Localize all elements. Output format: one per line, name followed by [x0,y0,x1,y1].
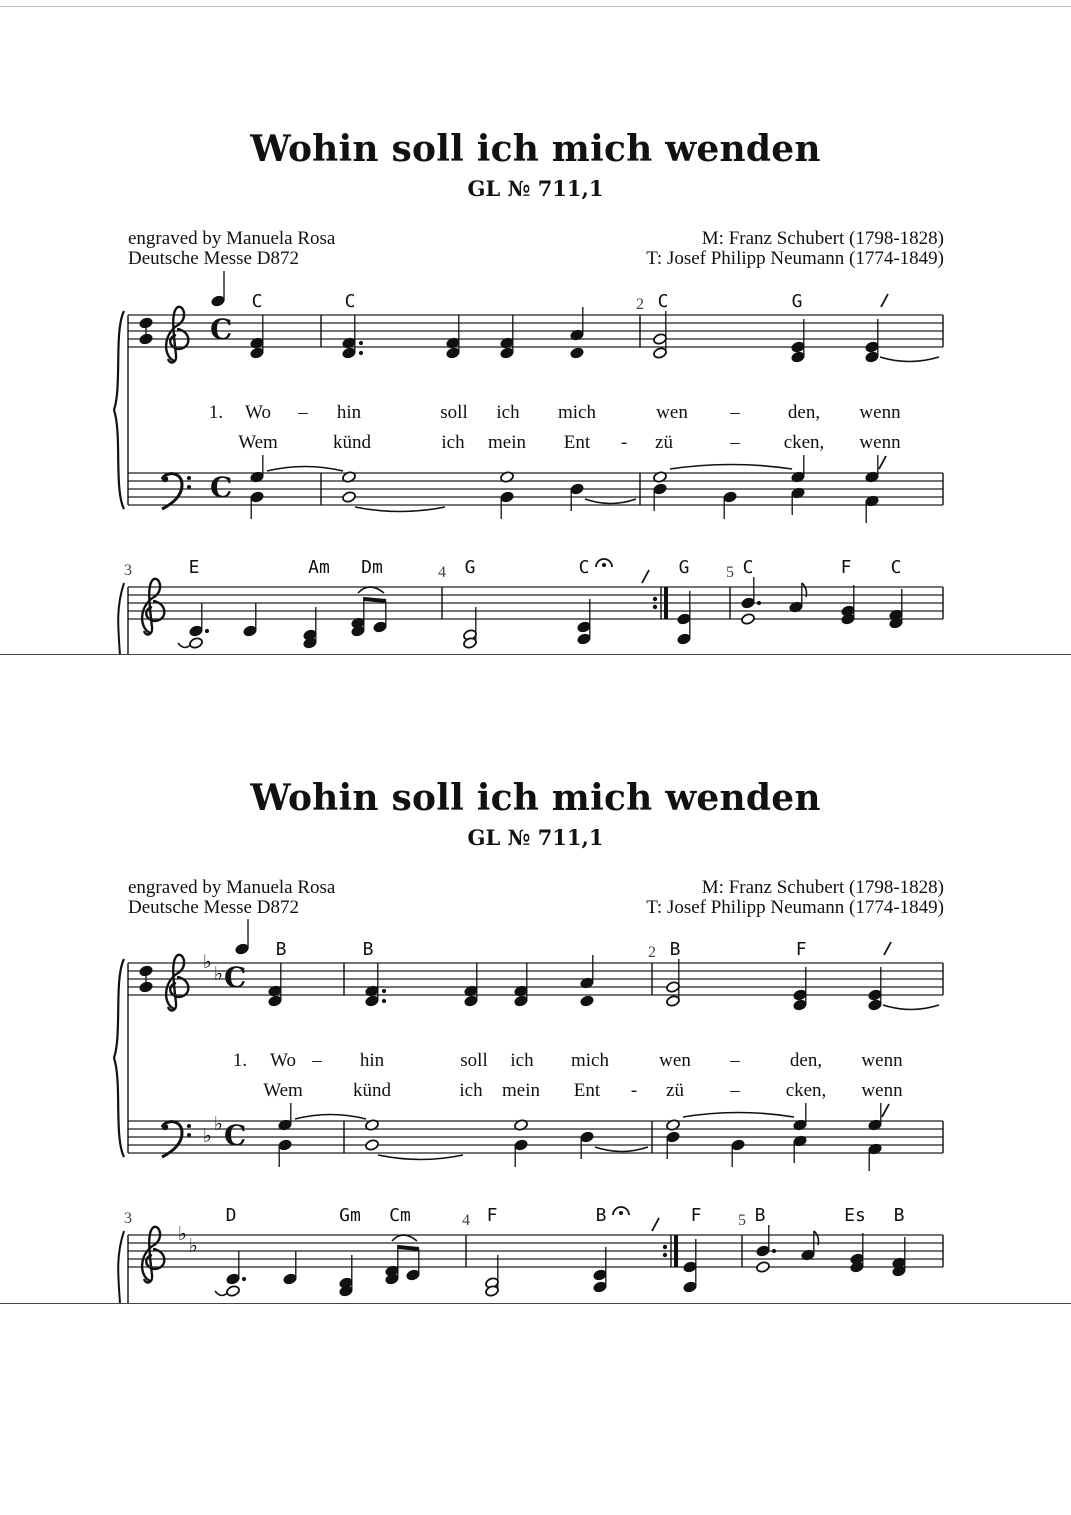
notehead [593,1269,608,1282]
notehead [756,1245,771,1258]
augmentation-dot [359,341,363,345]
lyric-syllable: wen [659,1050,691,1071]
fermata-icon [619,1211,623,1215]
lyric-syllable: - [620,432,628,453]
notehead [514,1139,529,1152]
bass-clef-icon [187,1133,191,1137]
repeat-dot [663,1245,667,1249]
notehead [189,637,204,650]
chord-symbol: F [690,1205,702,1226]
lyric-syllable: künd [333,432,371,453]
lyric-syllable: – [312,1050,322,1071]
chord-symbol: C [251,291,263,312]
chord-symbol: B [595,1205,607,1226]
lyric-syllable: den, [789,1050,823,1071]
lyric-syllable: soll [440,402,468,423]
flat-icon: ♭ [178,1223,187,1245]
notehead [226,1273,241,1286]
chord-symbol: F [795,939,807,960]
notehead [570,483,585,496]
augmentation-dot [757,601,761,605]
notehead [577,633,592,646]
notehead [756,1261,771,1274]
bass-staff [128,473,943,505]
bass-clef-icon [162,1124,168,1130]
notehead [342,347,357,360]
lyricist-credit: T: Josef Philipp Neumann (1774-1849) [646,897,944,918]
breath-mark-icon [652,1218,659,1231]
tie [883,1005,939,1010]
chord-symbol: Gm [339,1205,361,1226]
notehead [365,1139,380,1152]
composer-credit: M: Franz Schubert (1798-1828) [701,228,944,249]
chord-symbol: Es [844,1205,866,1226]
work-reference: Deutsche Messe D872 [128,248,299,269]
work-reference: Deutsche Messe D872 [128,897,299,918]
common-time-icon: C [210,313,233,346]
chord-symbol: G [791,291,803,312]
top-border-line [0,6,1071,7]
augmentation-dot [205,629,209,633]
notehead [268,995,283,1008]
bar-number: 4 [462,1212,470,1229]
bar-number: 2 [636,296,644,313]
tie [595,1147,648,1152]
bar-number: 5 [726,564,734,581]
lyric-syllable: den, [787,402,821,423]
lyric-syllable: Ent [563,432,591,453]
repeat-dot [653,605,657,609]
notehead [793,999,808,1012]
tie [585,499,636,504]
notehead [868,999,883,1012]
flat-icon: ♭ [203,951,212,973]
header-left-block [128,878,335,918]
notehead [791,351,806,364]
notehead [189,625,204,638]
chord-symbol: G [464,557,476,578]
lyric-syllable: ich [496,402,520,423]
lyric-syllable: zü [655,432,673,453]
treble-staff [128,1235,943,1267]
notehead [793,989,808,1002]
augmentation-dot [242,1277,246,1281]
chord-symbol: Cm [389,1205,411,1226]
chord-symbol: C [742,557,754,578]
augmentation-dot [359,351,363,355]
header-right-block [646,229,944,269]
flat-icon: ♭ [189,1235,198,1257]
tie [267,467,343,472]
chord-symbol: C [344,291,356,312]
lyric-syllable: Wo [245,402,271,423]
header-left-block [128,229,335,269]
lyric-syllable: ich [441,432,465,453]
notehead [653,347,668,360]
notehead [373,621,388,634]
bar-number: 5 [738,1212,746,1229]
lyric-syllable: – [730,402,740,423]
score-subtitle: GL № 711,1 [467,825,604,850]
notehead [235,943,250,956]
breath-mark-icon [882,1104,889,1117]
lyric-syllable: wen [656,402,688,423]
header-right-block [646,878,944,918]
verse-number: 1. [208,402,224,423]
notehead [250,347,265,360]
breath-mark-icon [642,570,649,583]
common-time-icon: C [224,1119,247,1152]
tie [683,1113,794,1118]
chord-symbol: C [890,557,902,578]
slur [392,1235,417,1241]
treble-staff [128,963,943,995]
chord-symbol: B [275,939,287,960]
lyric-syllable: hin [336,402,362,423]
lyric-syllable: – [730,1080,740,1101]
notehead [342,491,357,504]
chord-symbol: C [578,557,590,578]
notehead [500,491,515,504]
score-title: Wohin soll ich mich wenden [250,128,821,170]
chord-symbol: E [188,557,200,578]
repeat-dot [653,597,657,601]
lyric-syllable: Wem [238,432,278,453]
lyric-syllable: – [298,402,308,423]
tie [880,357,939,362]
system-brace [114,311,124,509]
music-notation [0,933,1071,1303]
notehead [514,995,529,1008]
notehead [677,633,692,646]
chord-symbol: C [657,291,669,312]
tie [355,507,445,512]
flat-icon: ♭ [214,1113,223,1135]
lyric-syllable: ich [459,1080,483,1101]
notehead [580,995,595,1008]
chord-symbol: Dm [361,557,383,578]
tie [295,1115,366,1120]
notehead [406,1269,421,1282]
notehead [677,613,692,626]
notehead [278,1139,293,1152]
notehead [666,981,681,994]
page-cut-line [0,1303,1071,1304]
lyric-syllable: mein [502,1080,540,1101]
lyric-syllable: zü [666,1080,684,1101]
lyric-syllable: soll [460,1050,488,1071]
lyric-syllable: cken, [785,1080,827,1101]
lyric-syllable: ich [510,1050,534,1071]
lyric-syllable: hin [359,1050,385,1071]
tie [670,465,792,470]
augmentation-dot [382,989,386,993]
score-title: Wohin soll ich mich wenden [250,777,821,819]
notehead [577,621,592,634]
augmentation-dot [772,1249,776,1253]
bass-clef-icon [187,1124,191,1128]
tie [378,1155,463,1160]
notehead [683,1281,698,1294]
score-subtitle: GL № 711,1 [467,176,604,201]
system-brace [118,583,124,655]
lyric-syllable: wenn [859,432,901,453]
slur [358,587,384,593]
breath-mark-icon [884,942,891,955]
notehead [365,995,380,1008]
engraver-credit: engraved by Manuela Rosa [128,877,336,898]
notehead [868,989,883,1002]
lyric-syllable: mich [571,1050,609,1071]
notehead [741,613,756,626]
page-cut-line [0,654,1071,655]
lyric-syllable: – [730,1050,740,1071]
common-time-icon: C [224,961,247,994]
chord-symbol: F [486,1205,498,1226]
notehead [865,341,880,354]
notehead [446,347,461,360]
lyric-syllable: mich [558,402,596,423]
notehead [741,597,756,610]
repeat-dot [663,1253,667,1257]
chord-symbol: D [225,1205,237,1226]
chord-symbol: B [893,1205,905,1226]
bar-number: 3 [124,562,132,579]
lyric-syllable: – [730,432,740,453]
notehead [865,351,880,364]
lyric-syllable: cken, [783,432,825,453]
composer-credit: M: Franz Schubert (1798-1828) [701,877,944,898]
lyricist-credit: T: Josef Philipp Neumann (1774-1849) [646,248,944,269]
system-brace [114,959,124,1157]
notehead [580,1131,595,1144]
beam [364,599,386,601]
notehead [226,1285,241,1298]
augmentation-dot [382,999,386,1003]
breath-mark-icon [879,456,886,469]
lyric-syllable: Wo [270,1050,296,1071]
chord-symbol: B [362,939,374,960]
notehead [211,295,226,308]
chord-symbol: Am [308,557,330,578]
breath-mark-icon [881,294,888,307]
flat-icon: ♭ [214,963,223,985]
bar-number: 2 [648,944,656,961]
notehead [791,341,806,354]
lyric-syllable: wenn [859,402,901,423]
notehead [666,1131,681,1144]
system-brace [118,1231,124,1303]
bass-clef-icon [187,485,191,489]
lyric-syllable: mein [488,432,526,453]
bass-staff [128,1121,943,1153]
chord-symbol: B [754,1205,766,1226]
notehead [500,347,515,360]
bar-number: 3 [124,1210,132,1227]
flat-icon: ♭ [203,1125,212,1147]
bar-number: 4 [438,564,446,581]
notehead [250,491,265,504]
notehead [464,995,479,1008]
lyric-syllable: wenn [861,1050,903,1071]
lyric-syllable: Wem [263,1080,303,1101]
lyric-syllable: - [630,1080,638,1101]
notehead [283,1273,298,1286]
chord-symbol: G [678,557,690,578]
bass-clef-icon [187,476,191,480]
common-time-icon: C [210,471,233,504]
music-notation [0,285,1071,655]
notehead [653,483,668,496]
notehead [723,491,738,504]
notehead [243,625,258,638]
engraver-credit: engraved by Manuela Rosa [128,228,336,249]
bass-clef-icon [162,476,168,482]
notehead [683,1261,698,1274]
beam [398,1247,419,1249]
treble-staff [128,315,943,347]
treble-staff [128,587,943,619]
lyric-syllable: künd [353,1080,391,1101]
verse-number: 1. [232,1050,248,1071]
notehead [593,1281,608,1294]
lyric-syllable: Ent [573,1080,601,1101]
lyric-syllable: wenn [861,1080,903,1101]
chord-symbol: B [669,939,681,960]
notehead [731,1139,746,1152]
notehead [653,333,668,346]
fermata-icon [602,563,606,567]
notehead [666,995,681,1008]
chord-symbol: F [840,557,852,578]
notehead [570,347,585,360]
